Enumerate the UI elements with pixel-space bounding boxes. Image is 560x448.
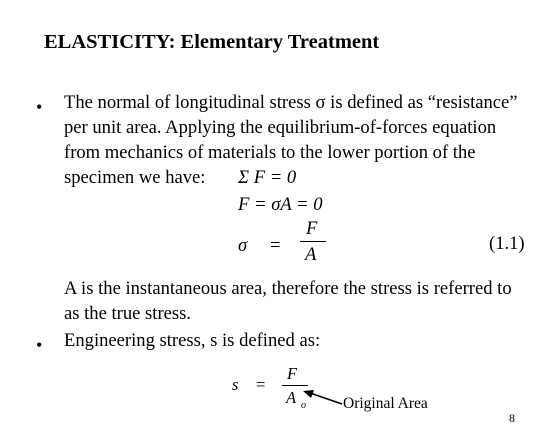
paragraph-1-line-1: The normal of longitudinal stress σ is defined as “resistance”	[64, 92, 518, 113]
paragraph-2-line-1: A is the instantaneous area, therefore the stress is referred to	[64, 278, 512, 299]
equation-force-balance: F = σA = 0	[238, 194, 323, 215]
page-number: 8	[509, 411, 515, 425]
arrow-icon	[300, 388, 344, 408]
equation-eng-subscript: o	[301, 400, 306, 411]
paragraph-1-line-3: from mechanics of materials to the lower portion of the	[64, 142, 476, 163]
annotation-original-area: Original Area	[343, 395, 428, 412]
paragraph-1-line-4: specimen we have:	[64, 167, 206, 188]
equation-eng-denominator: A	[286, 388, 297, 407]
paragraph-3: Engineering stress, s is defined as:	[64, 330, 321, 351]
equation-eng-equals: =	[256, 375, 266, 394]
bullet-1: •	[36, 97, 43, 117]
equation-sigma-denominator: A	[305, 244, 317, 265]
equation-number: (1.1)	[489, 233, 525, 254]
paragraph-2-line-2: as the true stress.	[64, 303, 192, 324]
equation-sigma-fraction-bar	[300, 241, 326, 242]
equation-sigma-numerator: F	[306, 218, 318, 239]
equation-sum-forces: Σ F = 0	[238, 167, 297, 188]
paragraph-1-line-2: per unit area. Applying the equilibrium-of-forces equation	[64, 117, 497, 138]
slide-title: ELASTICITY: Elementary Treatment	[44, 31, 380, 53]
equation-eng-fraction-bar	[282, 385, 308, 386]
equation-sigma-lhs: σ	[238, 235, 248, 256]
bullet-2: •	[36, 335, 43, 355]
equation-sigma-equals: =	[270, 235, 281, 256]
equation-eng-numerator: F	[287, 364, 298, 383]
equation-eng-lhs: s	[232, 375, 239, 394]
